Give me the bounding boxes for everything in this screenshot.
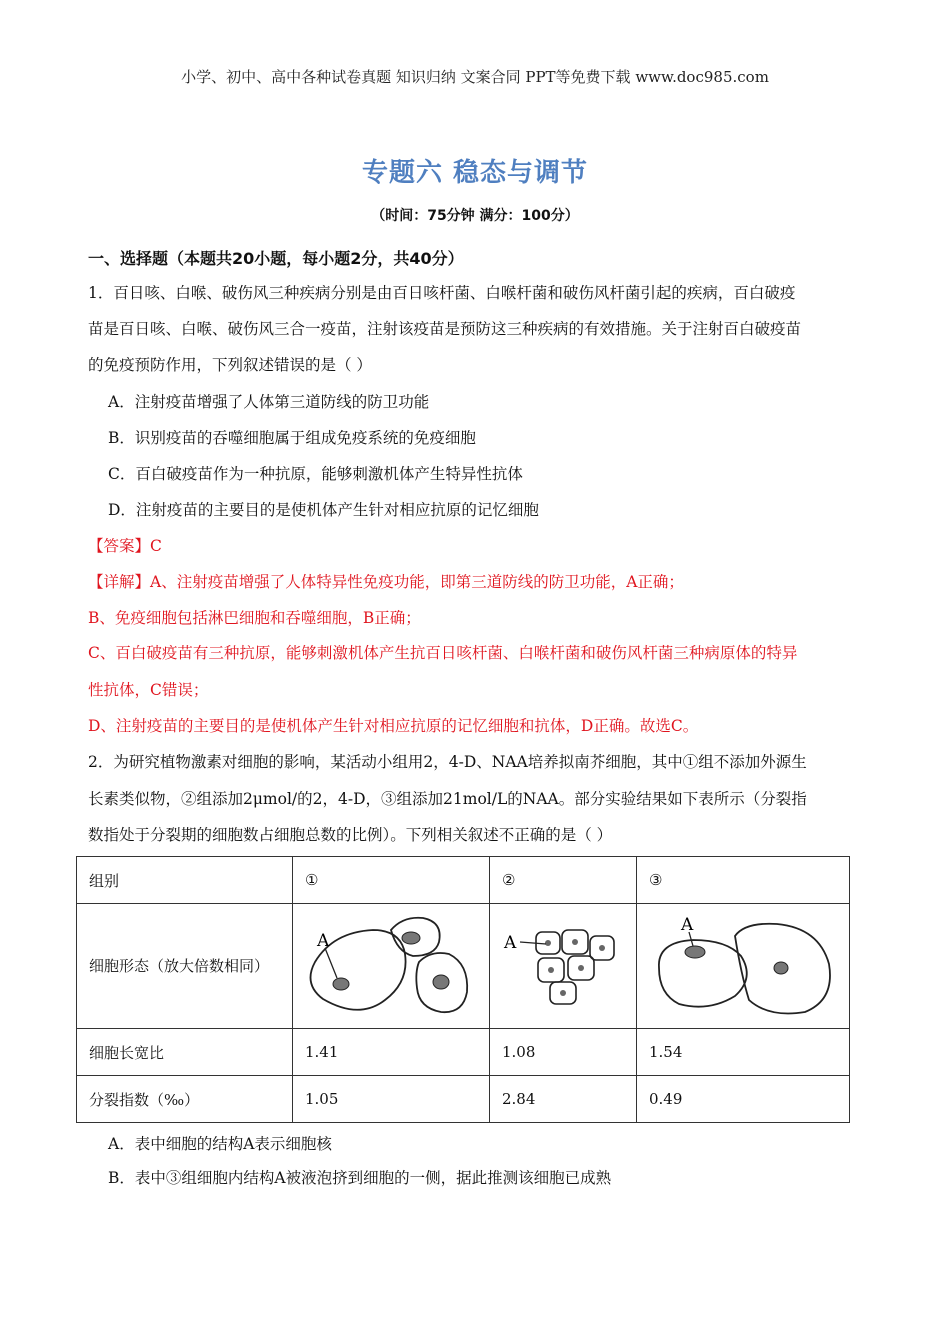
cell-drawing-3-icon <box>637 904 849 1028</box>
cell-drawing-2-icon <box>490 904 636 1028</box>
cell-label-a: A <box>681 915 694 935</box>
q1-stem-line: 苗是百日咳、白喉、破伤风三合一疫苗，注射该疫苗是预防这三种疾病的有效措施。关于注射百白破疫苗 <box>88 320 802 338</box>
section-heading: 一、选择题（本题共20小题，每小题2分，共40分） <box>88 249 464 268</box>
table-cell: 细胞长宽比 <box>77 1029 293 1076</box>
q1-explain-line: D、注射疫苗的主要目的是使机体产生针对相应抗原的记忆细胞和抗体，D正确。故选C。 <box>88 717 699 735</box>
table-header-cell: ③ <box>637 857 850 904</box>
table-cell: 1.08 <box>490 1029 637 1076</box>
cell-label-a: A <box>317 931 330 951</box>
table-row <box>77 904 850 1029</box>
table-row <box>77 1029 850 1076</box>
q1-explain-line: C、百白破疫苗有三种抗原，能够刺激机体产生抗百日咳杆菌、白喉杆菌和破伤风杆菌三种病原体的特异 <box>88 644 798 662</box>
table-cell: 细胞形态（放大倍数相同） <box>77 904 293 1029</box>
table-cell: 分裂指数（‰） <box>77 1076 293 1123</box>
q2-option-b: B．表中③组细胞内结构A被液泡挤到细胞的一侧，据此推测该细胞已成熟 <box>108 1169 612 1187</box>
q1-explain-line: 【详解】A、注射疫苗增强了人体特异性免疫功能，即第三道防线的防卫功能，A正确； <box>88 573 684 591</box>
table-cell: 0.49 <box>637 1076 850 1123</box>
page-header: 小学、初中、高中各种试卷真题 知识归纳 文案合同 PPT等免费下载 www.doc985.com <box>181 68 769 86</box>
q1-stem-line: 1．百日咳、白喉、破伤风三种疾病分别是由百日咳杆菌、白喉杆菌和破伤风杆菌引起的疾病，百白破疫 <box>88 284 796 302</box>
q1-option-d: D．注射疫苗的主要目的是使机体产生针对相应抗原的记忆细胞 <box>108 501 539 519</box>
q2-stem-line: 数指处于分裂期的细胞数占细胞总数的比例）。下列相关叙述不正确的是（ ） <box>88 826 613 844</box>
q2-option-a: A．表中细胞的结构A表示细胞核 <box>108 1135 332 1153</box>
q1-explain-line: B、免疫细胞包括淋巴细胞和吞噬细胞，B正确； <box>88 609 421 627</box>
q2-stem-line: 2．为研究植物激素对细胞的影响，某活动小组用2，4-D、NAA培养拟南芥细胞，其中①组不添加外源生 <box>88 753 807 771</box>
cell-drawing-group2 <box>490 904 637 1029</box>
q1-option-b: B．识别疫苗的吞噬细胞属于组成免疫系统的免疫细胞 <box>108 429 476 447</box>
cell-label-a: A <box>504 933 517 953</box>
table-header-cell: 组别 <box>77 857 293 904</box>
q1-explain-line: 性抗体，C错误； <box>88 681 209 699</box>
table-cell: 1.41 <box>293 1029 490 1076</box>
table-cell: 2.84 <box>490 1076 637 1123</box>
cell-drawing-1-icon <box>293 904 489 1028</box>
q2-stem-line: 长素类似物，②组添加2μmol/的2，4-D，③组添加21mol/L的NAA。部分实验结果如下表所示（分裂指 <box>88 790 807 808</box>
table-header-cell: ② <box>490 857 637 904</box>
table-cell: 1.05 <box>293 1076 490 1123</box>
table-header-cell: ① <box>293 857 490 904</box>
q1-answer: 【答案】C <box>88 537 162 555</box>
table-cell: 1.54 <box>637 1029 850 1076</box>
cell-drawing-group1 <box>293 904 490 1029</box>
results-table <box>76 856 850 1123</box>
page-title: 专题六 稳态与调节 <box>361 158 589 188</box>
q1-option-c: C．百白破疫苗作为一种抗原，能够刺激机体产生特异性抗体 <box>108 465 523 483</box>
cell-drawing-group3 <box>637 904 850 1029</box>
table-row <box>77 857 850 904</box>
table-row <box>77 1076 850 1123</box>
q1-option-a: A．注射疫苗增强了人体第三道防线的防卫功能 <box>108 393 430 411</box>
exam-info: （时间：75分钟 满分：100分） <box>371 208 579 224</box>
q1-stem-line: 的免疫预防作用，下列叙述错误的是（ ） <box>88 356 372 374</box>
